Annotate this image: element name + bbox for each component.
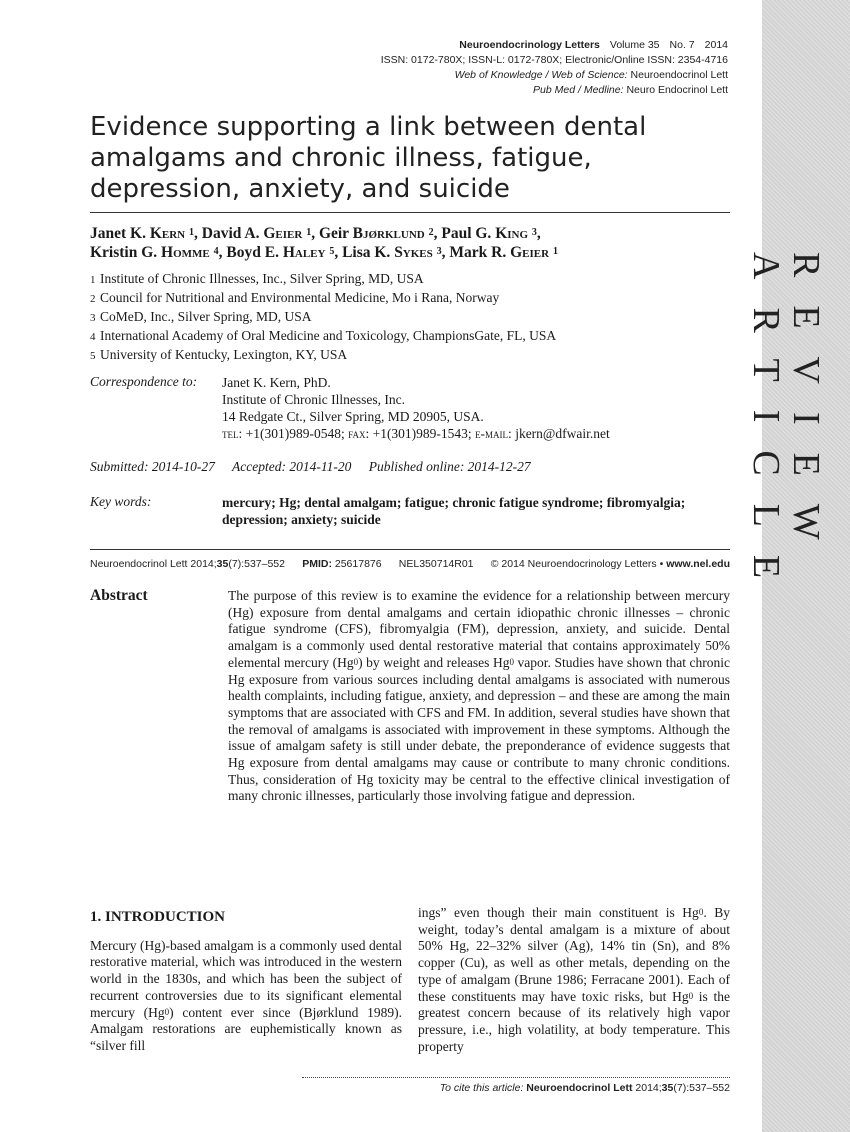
journal-issue: No. 7	[669, 39, 695, 51]
author: Boyd E. Haley $^5$	[226, 244, 335, 261]
cite-this-article: To cite this article: Neuroendocrinol Lett 2014;35(7):537–552	[439, 1082, 730, 1094]
affiliation-item: 3 CoMeD, Inc., Silver Spring, MD, USA	[90, 309, 312, 324]
copyright: © 2014 Neuroendocrinology Letters • www.nel.edu	[490, 558, 730, 570]
footer-divider	[302, 1077, 730, 1078]
correspondence-name: Janet K. Kern, PhD.	[222, 375, 331, 390]
author-list: Janet K. Kern $^1$, David A. Geier $^1$, Geir Bjørklund $^2$, Paul G. King $^3$, Kristin G. Homme $^4$, Boyd E. Haley $^5$, Lisa K. Sykes $^3$, Mark R. Geier $^1$	[90, 225, 558, 261]
correspondence-label: Correspondence to:	[90, 374, 198, 389]
author: Janet K. Kern $^1$	[90, 225, 194, 242]
article-code: NEL350714R01	[398, 558, 474, 570]
affiliation-item: 4 International Academy of Oral Medicine and Toxicology, ChampionsGate, FL, USA	[90, 328, 557, 343]
article-dates	[90, 459, 545, 475]
body-paragraph: Mercury (Hg)-based amalgam is a commonly used dental restorative material, which was introduced in the western world in the 1830s, and which has been the subject of recurrent controversies due to its significant elemental mercury (Hg$^0$) content ever since (Bjørklund 1989). Amalgam restorations are euphemistically known as “silver fill	[90, 937, 402, 1053]
wos-label: Web of Knowledge / Web of Science:	[454, 69, 628, 81]
author: Mark R. Geier $^1$	[449, 244, 558, 261]
pubmed-value: Neuro Endocrinol Lett	[626, 84, 728, 96]
wos-value: Neuroendocrinol Lett	[630, 69, 728, 81]
submitted-date: Submitted: 2014-10-27	[90, 459, 215, 474]
body-column-left	[90, 905, 402, 1055]
author: David A. Geier $^1$	[201, 225, 312, 242]
article-title: Evidence supporting a link between dental amalgams and chronic illness, fatigue, depression, anxiety, and suicide	[90, 112, 647, 204]
pmid: PMID: 25617876	[302, 558, 382, 570]
accepted-date: Accepted: 2014-11-20	[232, 459, 352, 474]
pubmed-label: Pub Med / Medline:	[533, 84, 624, 96]
author: Geir Bjørklund $^2$	[318, 225, 434, 242]
author: Paul G. King $^3$	[441, 225, 537, 242]
abstract-text: The purpose of this review is to examine the evidence for a relationship between mercury (Hg) exposure from dental amalgams and certain idiopathic chronic illnesses – chronic fatigue syndrome (CFS), fibromyalgia (FM), depression, anxiety, and suicide. Dental amalgam is a commonly used dental restorative material that contains approximately 50% elemental mercury (Hg$^0$) by weight and releases Hg$^0$ vapor. Studies have shown that chronic Hg exposure from various sources including dental amalgams is associated with numerous health complaints, including fatigue, anxiety, and depression – and these are among the main symptoms that are associated with CFS and FM. In addition, several studies have shown that the removal of amalgams is associated with improvement in these symptoms. Although the issue of amalgam safety is still under debate, the preponderance of evidence suggests that Hg exposure from dental amalgams may cause or contribute to many chronic conditions. Thus, consideration of Hg toxicity may be central to the effective clinical investigation of many chronic illnesses, particularly those involving fatigue and depression.	[228, 588, 730, 804]
email-link[interactable]: jkern@dfwair.net	[515, 426, 610, 441]
article-type-label: REVIEW ARTICLE	[745, 252, 827, 607]
journal-issn: ISSN: 0172-780X; ISSN-L: 0172-780X; Electronic/Online ISSN: 2354-4716	[380, 54, 728, 66]
keywords-label: Key words:	[90, 494, 152, 509]
correspondence-address: 14 Redgate Ct., Silver Spring, MD 20905, USA.	[222, 409, 484, 424]
section-heading: 1. INTRODUCTION	[90, 909, 226, 925]
correspondence-institution: Institute of Chronic Illnesses, Inc.	[222, 392, 405, 407]
citation-line	[90, 558, 730, 570]
published-date: Published online: 2014-12-27	[368, 459, 531, 474]
author: Kristin G. Homme $^4$	[90, 244, 219, 261]
correspondence-block	[222, 374, 732, 442]
body-column-right	[418, 905, 730, 1055]
body-paragraph: ings” even though their main constituent is Hg$^0$. By weight, today’s dental amalgam is a mixture of about 50% Hg, 22–32% silver (Ag), 14% tin (Sn), and 8% copper (Cu), as well as other metals, depending on the type of amalgam (Brune 1986; Ferracane 2001). Each of these constituents may have toxic risks, but Hg$^0$ is the greatest concern because of its relatively high vapor pressure, i.e., high volatility, at body temperature. This property	[418, 905, 730, 1054]
correspondence-contact: tel: +1(301)989-0548; fax: +1(301)989-1543; e-mail: jkern@dfwair.net	[222, 426, 610, 441]
journal-header	[208, 38, 728, 98]
author: Lisa K. Sykes $^3$	[342, 244, 442, 261]
affiliation-item: 2 Council for Nutritional and Environmental Medicine, Mo i Rana, Norway	[90, 290, 500, 305]
citation-ref: Neuroendocrinol Lett 2014;35(7):537–552	[90, 558, 285, 570]
affiliation-item: 1 Institute of Chronic Illnesses, Inc., Silver Spring, MD, USA	[90, 271, 424, 286]
journal-name: Neuroendocrinology Letters	[459, 39, 600, 51]
citation-rule	[90, 549, 730, 550]
keywords-text: mercury; Hg; dental amalgam; fatigue; chronic fatigue syndrome; fibromyalgia; depression; anxiety; suicide	[222, 495, 686, 527]
abstract-label: Abstract	[90, 587, 148, 604]
journal-year: 2014	[704, 39, 728, 51]
journal-url[interactable]: www.nel.edu	[666, 558, 730, 570]
title-rule	[90, 212, 730, 213]
affiliation-list	[90, 270, 730, 365]
journal-volume: Volume 35	[609, 39, 660, 51]
affiliation-item: 5 University of Kentucky, Lexington, KY, USA	[90, 347, 348, 362]
